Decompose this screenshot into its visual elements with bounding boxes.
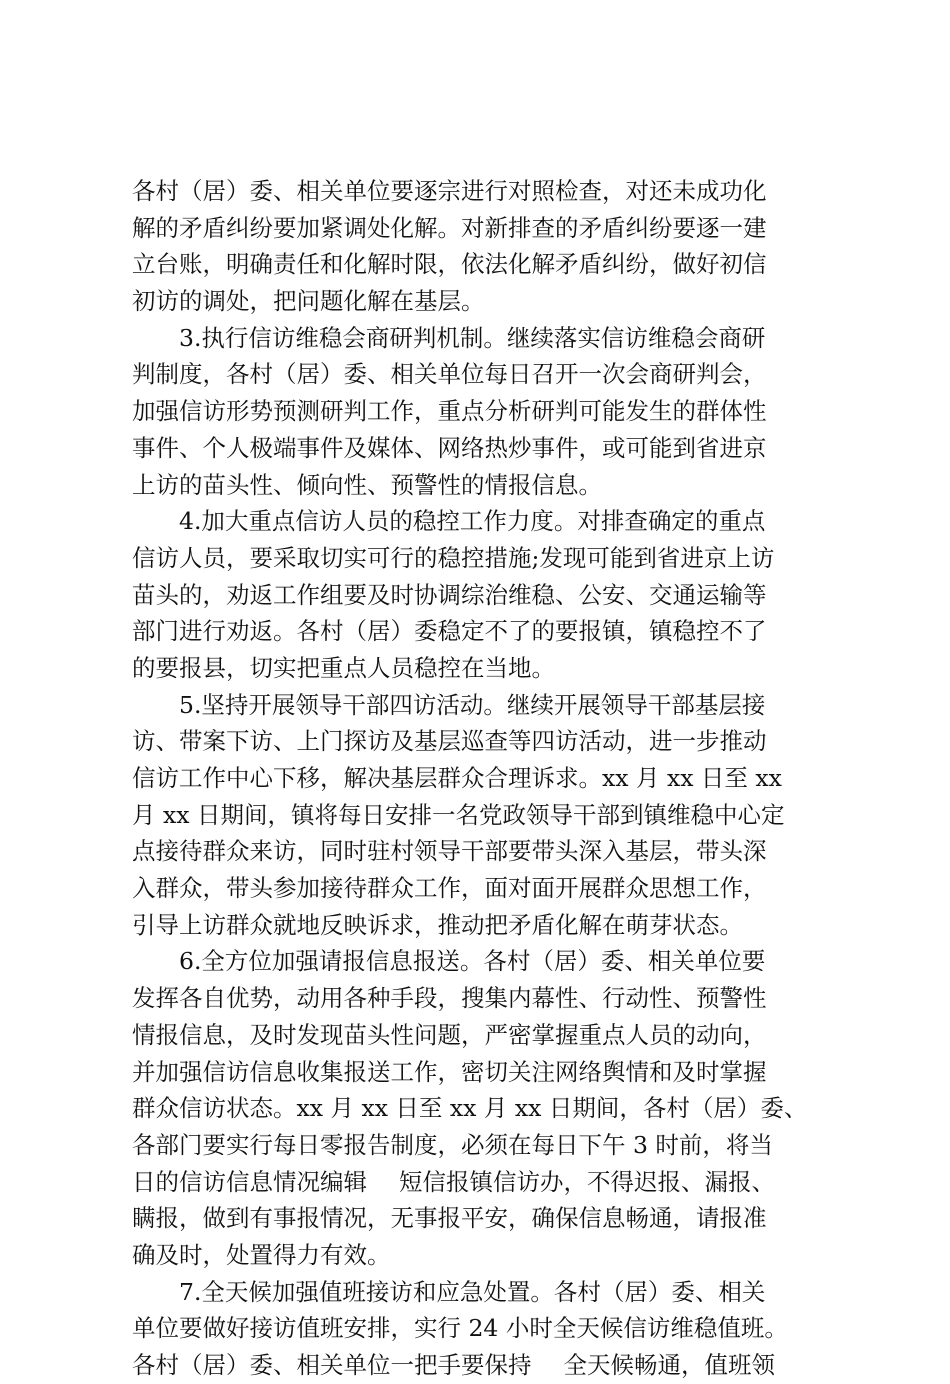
text-line (132, 723, 822, 760)
line-text: 苗头的，劝返工作组要及时协调综治维稳、公安、交通运输等 (132, 580, 767, 609)
line-text: 信访工作中心下移，解决基层群众合理诉求。xx 月 xx 日至 xx (132, 764, 782, 792)
text-line (132, 870, 822, 907)
line-text: 访、带案下访、上门探访及基层巡查等四访活动，进一步推动 (132, 727, 767, 756)
line-text: 瞒报，做到有事报情况，无事报平安，确保信息畅通，请报准 (132, 1204, 767, 1233)
text-line (132, 210, 822, 247)
text-line (132, 613, 822, 650)
line-text: 5.坚持开展领导干部四访活动。继续开展领导干部基层接 (179, 690, 766, 719)
paragraph-first-line (132, 943, 822, 980)
line-text: 点接待群众来访，同时驻村领导干部要带头深入基层，带头深 (132, 837, 767, 866)
line-text: 3.执行信访维稳会商研判机制。继续落实信访维稳会商研 (179, 323, 766, 352)
text-line (132, 1127, 822, 1164)
text-line (132, 797, 822, 834)
line-text: 上访的苗头性、倾向性、预警性的情报信息。 (132, 470, 602, 499)
text-line (132, 1054, 822, 1091)
text-line (132, 1017, 822, 1054)
line-text: 加强信访形势预测研判工作，重点分析研判可能发生的群体性 (132, 397, 767, 426)
line-text-continued: 全天候畅通，值班领 (563, 1351, 775, 1379)
line-text: 事件、个人极端事件及媒体、网络热炒事件，或可能到省进京 (132, 433, 767, 462)
line-text: 初访的调处，把问题化解在基层。 (132, 287, 485, 316)
line-text: 入群众，带头参加接待群众工作，面对面开展群众思想工作， (132, 874, 767, 903)
text-line (132, 1090, 822, 1127)
line-text: 6.全方位加强请报信息报送。各村（居）委、相关单位要 (179, 947, 766, 976)
line-text: 各村（居）委、相关单位一把手要保持 (132, 1351, 532, 1379)
line-text: 各部门要实行每日零报告制度，必须在每日下午 3 时前，将当 (132, 1130, 773, 1159)
text-line (132, 173, 822, 210)
text-line (132, 1310, 822, 1347)
paragraph-first-line (132, 320, 822, 357)
document-body (132, 173, 822, 1384)
paragraph-first-line (132, 687, 822, 724)
line-text: 的要报县，切实把重点人员稳控在当地。 (132, 653, 555, 682)
line-text: 解的矛盾纠纷要加紧调处化解。对新排查的矛盾纠纷要逐一建 (132, 213, 767, 242)
text-line (132, 1237, 822, 1274)
line-text: 信访人员，要采取切实可行的稳控措施;发现可能到省进京上访 (132, 543, 775, 572)
paragraph-first-line (132, 1274, 822, 1311)
line-text: 部门进行劝返。各村（居）委稳定不了的要报镇，镇稳控不了 (132, 617, 767, 646)
text-line (132, 1347, 822, 1384)
line-text: 确及时，处置得力有效。 (132, 1240, 391, 1269)
text-line (132, 540, 822, 577)
text-line (132, 980, 822, 1017)
text-line (132, 356, 822, 393)
line-text: 单位要做好接访值班安排，实行 24 小时全天候信访维稳值班。 (132, 1314, 788, 1343)
line-text: 判制度，各村（居）委、相关单位每日召开一次会商研判会， (132, 360, 767, 389)
line-text: 4.加大重点信访人员的稳控工作力度。对排查确定的重点 (179, 507, 766, 536)
line-text: 立台账，明确责任和化解时限，依法化解矛盾纠纷，做好初信 (132, 250, 767, 279)
line-text: 日的信访信息情况编辑 (132, 1167, 367, 1196)
line-text: 群众信访状态。xx 月 xx 日至 xx 月 xx 日期间，各村（居）委、 (132, 1094, 808, 1123)
line-text: 并加强信访信息收集报送工作，密切关注网络舆情和及时掌握 (132, 1057, 767, 1086)
text-line (132, 246, 822, 283)
text-line (132, 760, 822, 797)
text-line (132, 283, 822, 320)
line-text: 月 xx 日期间，镇将每日安排一名党政领导干部到镇维稳中心定 (132, 800, 785, 829)
text-line (132, 430, 822, 467)
line-text: 发挥各自优势，动用各种手段，搜集内幕性、行动性、预警性 (132, 984, 767, 1013)
line-text-continued: 短信报镇信访办，不得迟报、漏报、 (399, 1167, 775, 1196)
line-text: 7.全天候加强值班接访和应急处置。各村（居）委、相关 (179, 1277, 766, 1306)
text-line (132, 577, 822, 614)
text-line (132, 650, 822, 687)
line-text: 引导上访群众就地反映诉求，推动把矛盾化解在萌芽状态。 (132, 910, 743, 939)
text-line (132, 833, 822, 870)
paragraph-first-line (132, 503, 822, 540)
text-line (132, 1164, 822, 1201)
text-line (132, 1200, 822, 1237)
text-line (132, 907, 822, 944)
line-text: 情报信息，及时发现苗头性问题，严密掌握重点人员的动向， (132, 1020, 767, 1049)
line-text: 各村（居）委、相关单位要逐宗进行对照检查，对还未成功化 (132, 177, 767, 205)
text-line (132, 467, 822, 504)
text-line (132, 393, 822, 430)
